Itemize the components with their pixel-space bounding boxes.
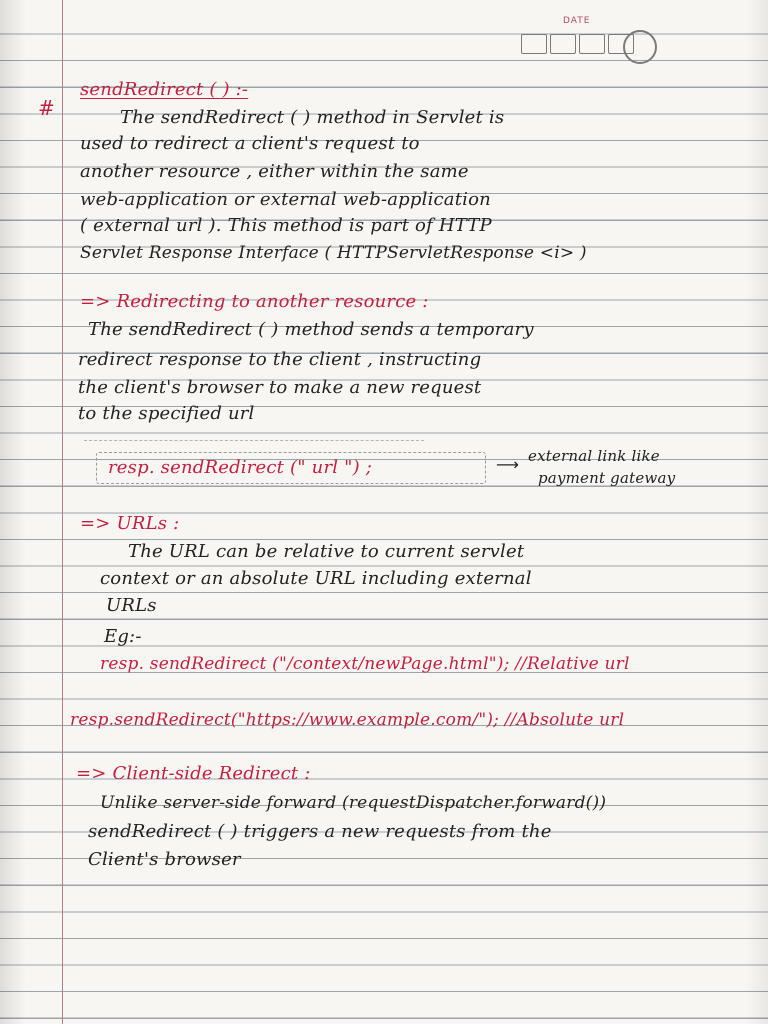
date-cell <box>579 34 605 54</box>
text-line: The URL can be relative to current servlet <box>128 541 525 562</box>
text-line: to the specified url <box>78 403 255 424</box>
date-cell <box>521 34 547 54</box>
text-line: redirect response to the client , instructing <box>78 349 482 370</box>
section-heading-client-side: => Client-side Redirect : <box>76 763 311 784</box>
date-box <box>515 16 660 62</box>
page-edge-shadow <box>746 0 768 1024</box>
section-heading-redirecting: => Redirecting to another resource : <box>80 291 429 312</box>
dashed-divider <box>84 440 424 441</box>
section-heading-urls: => URLs : <box>80 513 180 534</box>
side-note-line1: external link like <box>528 447 660 465</box>
code-snippet: resp. sendRedirect (" url ") ; <box>108 457 373 478</box>
example-absolute: resp.sendRedirect("https://www.example.com/"); //Absolute url <box>70 710 625 730</box>
text-line: web-application or external web-application <box>80 189 491 210</box>
text-line: Client's browser <box>88 849 241 870</box>
date-cell <box>550 34 576 54</box>
arrow-right-icon: ⟶ <box>496 455 519 474</box>
text-line: URLs <box>106 595 157 616</box>
text-line: Servlet Response Interface ( HTTPServletResponse <i> ) <box>80 243 587 263</box>
text-line: used to redirect a client's request to <box>80 133 420 154</box>
hash-bullet-icon: # <box>38 96 55 120</box>
example-label: Eg:- <box>104 626 142 647</box>
example-relative: resp. sendRedirect ("/context/newPage.html"); //Relative url <box>100 654 630 674</box>
side-note-line2: payment gateway <box>538 469 676 487</box>
text-line: The sendRedirect ( ) method sends a temporary <box>88 319 534 340</box>
page-number-circle <box>623 30 657 64</box>
margin-line <box>62 0 63 1024</box>
text-line: ( external url ). This method is part of HTTP <box>80 215 492 236</box>
section-heading-sendredirect: sendRedirect ( ) :- <box>80 79 249 100</box>
text-line: the client's browser to make a new request <box>78 377 482 398</box>
text-line: context or an absolute URL including external <box>100 568 532 589</box>
text-line: sendRedirect ( ) triggers a new requests from the <box>88 821 552 842</box>
text-line: The sendRedirect ( ) method in Servlet is <box>120 107 505 128</box>
text-line: Unlike server-side forward (requestDispatcher.forward()) <box>100 793 607 813</box>
date-cells <box>521 34 634 54</box>
date-label: DATE <box>563 16 591 26</box>
text-line: another resource , either within the same <box>80 161 469 182</box>
